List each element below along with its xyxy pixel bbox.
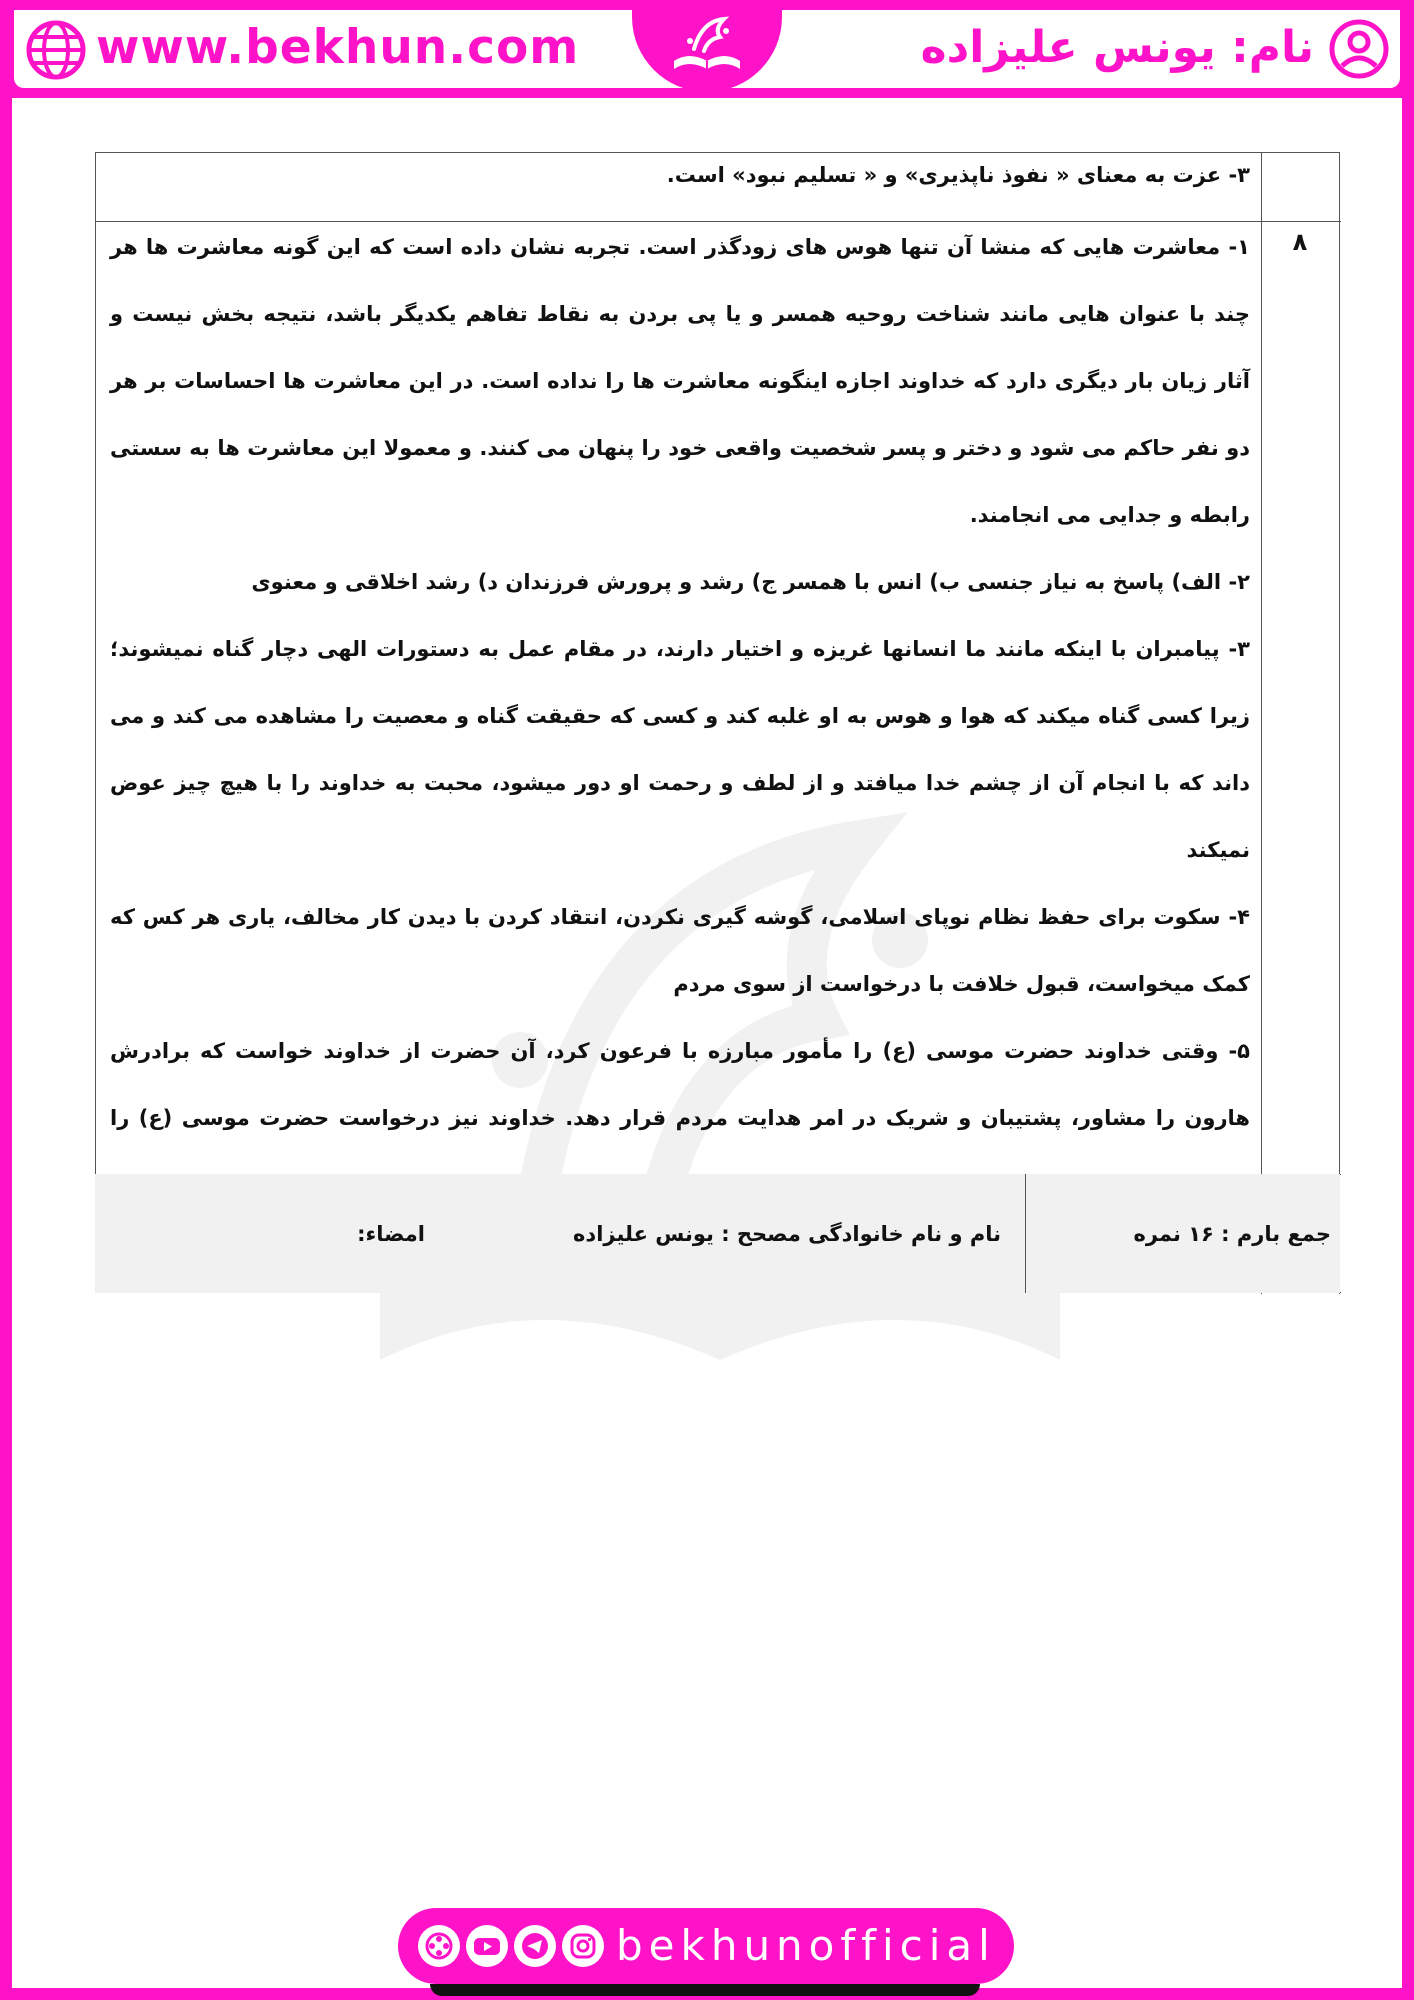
grader-name: نام و نام خانوادگی مصحح : یونس علیزاده <box>573 1221 1001 1246</box>
youtube-icon[interactable] <box>466 1925 508 1967</box>
social-bar-shadow <box>430 1984 980 1996</box>
table-divider <box>1261 153 1262 1294</box>
globe-icon <box>26 20 86 80</box>
previous-answer <box>110 142 1250 208</box>
logo-book-icon <box>664 11 750 81</box>
social-handle[interactable]: bekhunofficial <box>616 1921 996 1970</box>
answer-item-1: ۱- معاشرت هایی که منشا آن تنها هوس های زودگذر است. تجربه نشان داده است که این گونه معاشرت ها هر چند با عنوان هایی مانند شناخت روحیه همسر و یا پی بردن به نقاط تفاهم یکدیگر باشد، نتیجه بخش نیست و آثار زیان بار دیگری دارد که خداوند اجازه اینگونه معاشرت ها را نداده است. در این معاشرت ها احساسات بر هر دو نفر حاکم می شود و دختر و پسر شخصیت واقعی خود را پنهان می کنند. و معمولا این معاشرت ها به سستی رابطه و جدایی می انجامند. <box>110 235 1250 527</box>
total-score: جمع بارم : ۱۶ نمره <box>1133 1221 1331 1246</box>
social-bar <box>398 1908 1014 1984</box>
instagram-icon[interactable] <box>562 1925 604 1967</box>
answers-block <box>110 214 1250 1286</box>
aparat-icon[interactable] <box>418 1925 460 1967</box>
answer-line: ۳- عزت به معنای « نفوذ ناپذیری» و « تسلیم نبود» است. <box>666 163 1250 187</box>
answer-item-5: ۵- وقتی خداوند حضرت موسی (ع) را مأمور مبارزه با فرعون کرد، آن حضرت از خداوند خواست که برادرش هارون را مشاور، پشتیبان و شریک در امر هدایت مردم قرار دهد. خداوند نیز درخواست حضرت موسی (ع) را <box>110 1039 1250 1130</box>
footer-row <box>95 1174 1340 1293</box>
site-url[interactable]: www.bekhun.com <box>96 20 580 75</box>
table-divider <box>1025 1174 1026 1293</box>
student-name: نام: یونس علیزاده <box>920 22 1314 73</box>
question-number: ۸ <box>1292 228 1308 256</box>
answer-item-3: ۳- پیامبران با اینکه مانند ما انسانها غریزه و اختیار دارند، در مقام عمل به دستورات الهی دچار گناه نمیشوند؛ زیرا کسی گناه میکند که هوا و هوس به او غلبه کند و کسی که حقیقت گناه و معصیت را مشاهده می کند و می داند که با انجام آن از چشم خدا میافتد و از لطف و رحمت او دور میشود، محبت به خداوند را با هیچ چیز عوض نمیکند <box>110 637 1250 862</box>
answer-item-2: ۲- الف) پاسخ به نیاز جنسی ب) انس با همسر ج) رشد و پرورش فرزندان د) رشد اخلاقی و معنوی <box>251 570 1250 594</box>
telegram-icon[interactable] <box>514 1925 556 1967</box>
answer-item-4: ۴- سکوت برای حفظ نظام نوپای اسلامی، گوشه گیری نکردن، انتقاد کردن با دیدن کار مخالف، یاری هر کس که کمک میخواست، قبول خلافت با درخواست از سوی مردم <box>110 905 1250 996</box>
user-icon <box>1328 18 1390 80</box>
signature-label: امضاء: <box>357 1221 425 1246</box>
table-divider <box>1339 153 1340 1294</box>
